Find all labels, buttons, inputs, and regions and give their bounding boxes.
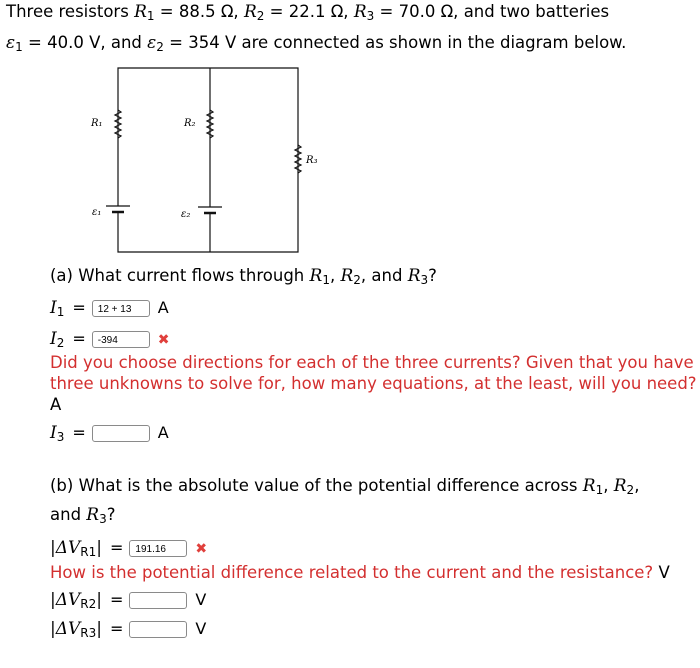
part-b-question-line2: and $R_3$? [50,505,116,526]
part-a-question: (a) What current flows through $R_1$, $R_2$, and $R_3$? [50,266,437,287]
v2-input[interactable] [129,592,187,609]
circuit-wire-outer [118,68,298,252]
r2-value: 22.1 Ω, [288,2,349,21]
i1-row: $I_1 = 12 + 13$ A [50,298,169,319]
label-r3: R₃ [306,155,318,166]
v2-row: $|\Delta V_{R2}| = V$ [50,590,207,611]
hint-text: Did you choose directions for each of the three currents? Given that you have three unknowns to solve for, how many equations, at the least, will you need? [50,353,697,393]
label-e2: ε₂ [181,209,191,220]
problem-line-2: $\varepsilon_1 = 40.0$ V, and $\varepsilon_2 = 354$ V are connected as shown in the diagram below. [6,33,627,54]
circuit-diagram [0,0,700,260]
v1-row: $|\Delta V_{R1}| = 191.16$ ✖ [50,538,208,559]
i3-row: $I_3 = A$ [50,423,169,444]
v1-input[interactable]: 191.16 [129,540,187,557]
r1-value: 88.5 Ω, [178,2,239,21]
battery-e2 [198,207,222,213]
v2-label: $|\Delta V_{R2}|$ [50,590,102,611]
i3-label: $I_3$ [50,423,65,444]
v2-unit: V [195,590,207,609]
hint-unit: V [658,563,670,582]
part-b-hint [50,562,700,583]
v3-label: $|\Delta V_{R3}|$ [50,619,102,640]
i2-label: $I_2$ [50,329,65,350]
part-a-text: (a) What current flows through [50,266,305,285]
hint-unit: A [50,395,62,414]
r3-symbol: $R_3$ [353,2,375,23]
e1-value: 40.0 V, and [47,33,142,52]
v3-unit: V [195,619,207,638]
label-r2: R₂ [184,118,196,129]
r1-symbol: $R_1$ [134,2,155,23]
label-r1: R₁ [91,118,103,129]
e2-symbol: $\varepsilon_2$ [147,33,164,54]
problem-line-1: Three resistors $R_1 = 88.5$ Ω, $R_2 = 22.1$ Ω, $R_3 = 70.0$ Ω, and two batteries [6,2,610,23]
intro-text: Three resistors [6,2,129,21]
i1-input[interactable]: 12 + 13 [92,300,150,317]
e1-symbol: $\varepsilon_1$ [6,33,23,54]
i3-input[interactable] [92,425,150,442]
i3-unit: A [157,423,169,442]
v1-label: $|\Delta V_{R1}|$ [50,538,102,559]
incorrect-icon: ✖ [195,541,208,557]
i1-unit: A [157,298,169,317]
v3-input[interactable] [129,621,187,638]
battery-e1 [106,206,130,212]
intro-suffix: and two batteries [463,2,610,21]
i1-label: $I_1$ [50,298,65,319]
part-a-hint [50,352,700,415]
part-b-text: (b) What is the absolute value of the potential difference across [50,476,578,495]
r3-value: 70.0 Ω, [398,2,459,21]
i2-input[interactable]: -394 [92,331,150,348]
label-e1: ε₁ [92,207,102,218]
i2-row: $I_2 = -394$ ✖ [50,329,170,350]
e2-value: 354 V are connected as shown in the diagram below. [188,33,627,52]
part-b-question-line1: (b) What is the absolute value of the potential difference across $R_1$, $R_2$, [50,476,640,497]
r2-symbol: $R_2$ [243,2,265,23]
v3-row: $|\Delta V_{R3}| = V$ [50,619,207,640]
hint-text: How is the potential difference related to the current and the resistance? [50,563,654,582]
incorrect-icon: ✖ [157,332,170,348]
